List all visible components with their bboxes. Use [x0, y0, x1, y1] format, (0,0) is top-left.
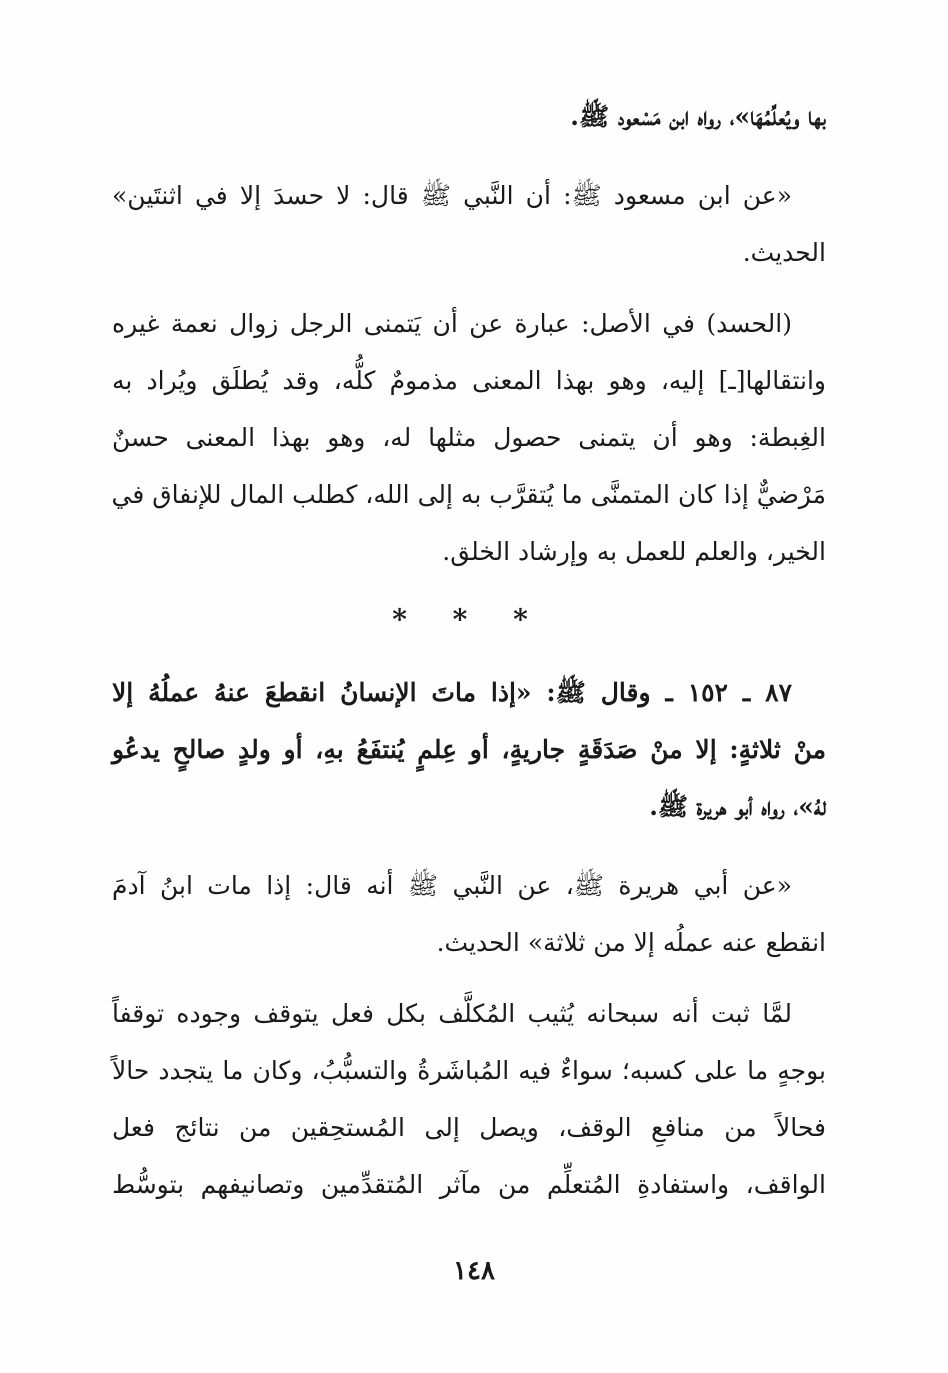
text-line: الخير، والعلم للعمل به وإرشاد الخلق. — [442, 537, 826, 566]
text-line: ٨٧ ـ ١٥٢ ـ وقال ﷺ: «إذا ماتَ الإنسانُ انقطعَ عنهُ عملُهُ إلا — [112, 678, 792, 707]
text-line: مَرْضيٌّ إذا كان المتمنَّى ما يُتقرَّب به إلى الله، كطلب المال للإنفاق في — [111, 480, 826, 509]
paragraph-commentary-intro — [112, 167, 826, 281]
text-line: وانتقالها[ـ] إليه، وهو بهذا المعنى مذمومٌ كلُّه، وقد يُطلَق ويُراد به — [112, 366, 826, 395]
text-line: «عن أبي هريرة ﷺ، عن النَّبي ﷺ أنه قال: إذا مات ابنُ آدمَ — [112, 871, 792, 900]
page-body — [112, 88, 826, 1213]
text-line: الحديث. — [742, 238, 826, 267]
text-line: بوجهٍ ما على كسبه؛ سواءٌ فيه المُباشَرةُ والتسبُّبُ، وكان ما يتجدد حالاً — [112, 1056, 826, 1085]
section-separator: * * * — [392, 603, 546, 636]
text-line: فحالاً من منافعِ الوقف، ويصل إلى المُستحِقين من نتائج فعل — [112, 1113, 826, 1142]
text-line: (الحسد) في الأصل: عبارة عن أن يَتمنى الرجل زوال نعمة غيره — [112, 309, 792, 338]
page-number: ١٤٨ — [453, 1256, 495, 1286]
paragraph-hadith-87 — [112, 664, 826, 835]
paragraph-hadith-end — [112, 88, 826, 145]
text-line: «عن ابن مسعود ﷺ: أن النَّبي ﷺ قال: لا حسدَ إلا في اثنتَين» — [112, 181, 792, 210]
paragraph-explanation — [112, 985, 826, 1213]
paragraph-hasad-definition — [112, 295, 826, 580]
text-line: لهُ»، رواه أبو هريرة ﷺ. — [649, 792, 826, 821]
paragraph-commentary-87 — [112, 857, 826, 971]
text-line: الواقف، واستفادةِ المُتعلِّم من مآثر المُتقدِّمين وتصانيفهم بتوسُّط — [112, 1170, 826, 1199]
text-line: الغِبطة: وهو أن يتمنى حصول مثلها له، وهو بهذا المعنى حسنٌ — [112, 423, 826, 452]
text-line: انقطع عنه عملُه إلا من ثلاثة» الحديث. — [436, 928, 826, 957]
text-line: بها ويُعلِّمُهَا»، رواه ابن مَسْعود ﷺ. — [570, 102, 826, 131]
text-line: منْ ثلاثةٍ: إلا منْ صَدَقَةٍ جاريةٍ، أو عِلمٍ يُنتفَعُ بهِ، أو ولدٍ صالحٍ يدعُو — [112, 735, 826, 764]
text-line: لمَّا ثبت أنه سبحانه يُثيب المُكلَّف بكل فعل يتوقف وجوده توقفاً — [112, 999, 792, 1028]
